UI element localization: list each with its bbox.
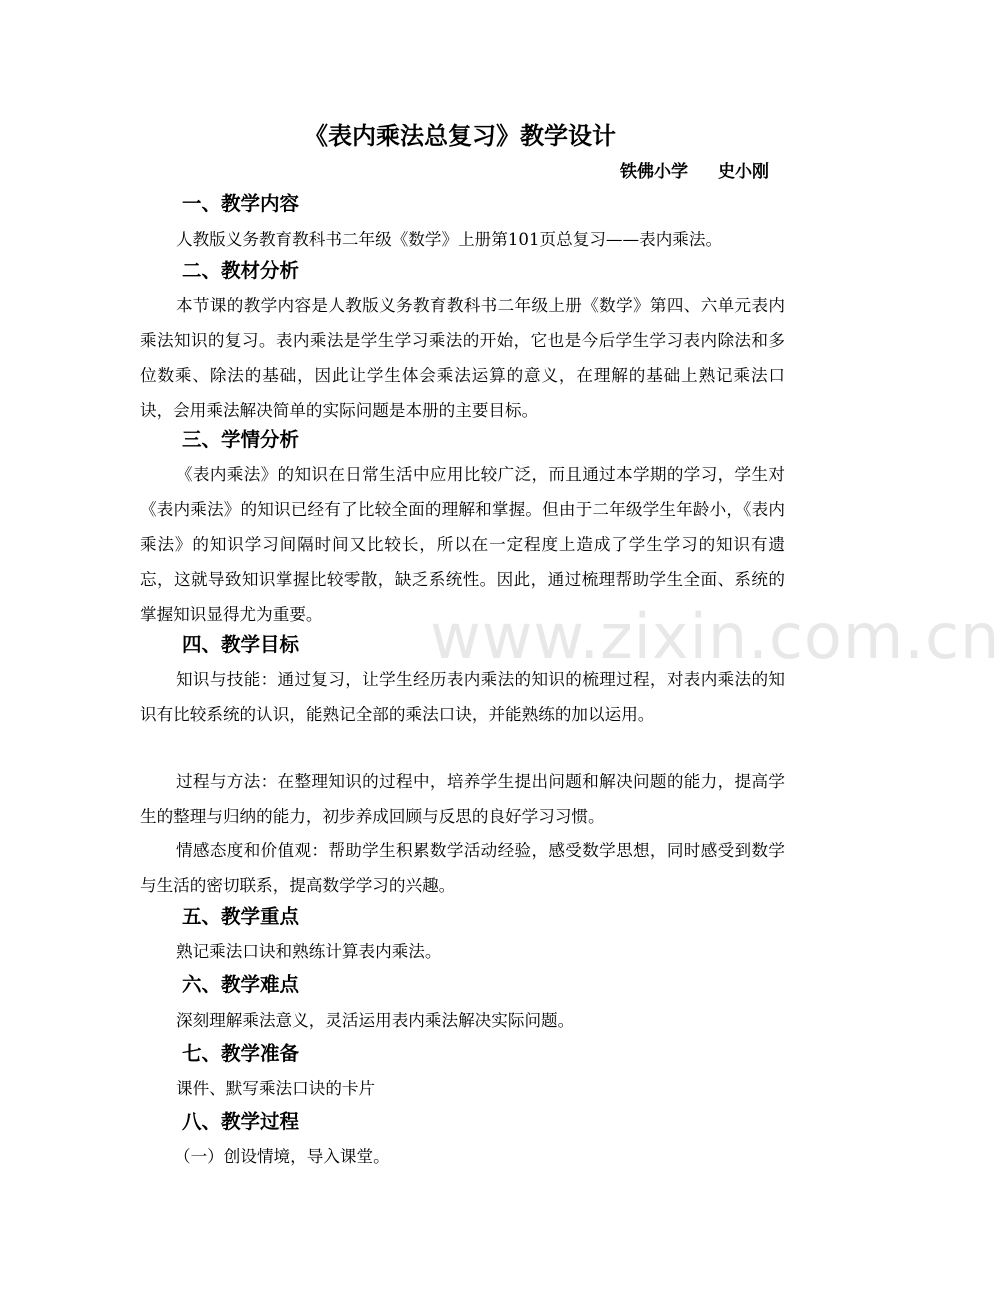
section-3-paragraph: 《表内乘法》的知识在日常生活中应用比较广泛，而且通过本学期的学习，学生对《表内乘法》的知识已经有了比较全面的理解和掌握。但由于二年级学生年龄小，《表内乘法》的知识学习间隔时间又比较长，所以在一定程度上造成了学生学习的知识有遗忘，这就导致知识掌握比较零散，缺乏系统性。因此，通过梳理帮助学生全面、系统的掌握知识显得尤为重要。 — [140, 465, 785, 624]
section-4-paragraph-3: 情感态度和价值观：帮助学生积累数学活动经验，感受数学思想，同时感受到数学与生活的密切联系，提高数学学习的兴趣。 — [140, 841, 785, 895]
section-1-paragraph: 人教版义务教育教科书二年级《数学》上册第101页总复习——表内乘法。 — [176, 230, 723, 249]
section-heading-6: 六、教学难点 — [182, 973, 300, 996]
section-heading-1: 一、教学内容 — [182, 192, 300, 215]
section-7-paragraph: 课件、默写乘法口诀的卡片 — [176, 1079, 376, 1098]
school-name: 铁佛小学 — [620, 162, 688, 182]
section-6-paragraph: 深刻理解乘法意义，灵活运用表内乘法解决实际问题。 — [176, 1011, 575, 1030]
section-heading-3: 三、学情分析 — [182, 428, 300, 451]
section-5-paragraph: 熟记乘法口诀和熟练计算表内乘法。 — [176, 942, 442, 961]
document-title: 《表内乘法总复习》教学设计 — [304, 122, 616, 150]
section-heading-2: 二、教材分析 — [182, 259, 300, 282]
section-4-paragraph-1: 知识与技能：通过复习，让学生经历表内乘法的知识的梳理过程，对表内乘法的知识有比较系统的认识，能熟记全部的乘法口诀，并能熟练的加以运用。 — [140, 670, 785, 724]
section-heading-5: 五、教学重点 — [182, 905, 300, 928]
section-2-paragraph: 本节课的教学内容是人教版义务教育教科书二年级上册《数学》第四、六单元表内乘法知识的复习。表内乘法是学生学习乘法的开始，它也是今后学生学习表内除法和多位数乘、除法的基础，因此让学生体会乘法运算的意义，在理解的基础上熟记乘法口诀，会用乘法解决简单的实际问题是本册的主要目标。 — [140, 296, 785, 420]
section-heading-7: 七、教学准备 — [182, 1042, 300, 1065]
byline — [620, 160, 769, 184]
section-heading-8: 八、教学过程 — [182, 1110, 300, 1133]
section-4-paragraph-2: 过程与方法：在整理知识的过程中，培养学生提出问题和解决问题的能力，提高学生的整理与归纳的能力，初步养成回顾与反思的良好学习习惯。 — [140, 772, 785, 826]
section-8-paragraph: （一）创设情境，导入课堂。 — [174, 1147, 390, 1166]
author-name: 史小刚 — [718, 162, 769, 182]
section-heading-4: 四、教学目标 — [182, 633, 300, 656]
watermark: www.zixin.com.cn — [430, 600, 1000, 673]
